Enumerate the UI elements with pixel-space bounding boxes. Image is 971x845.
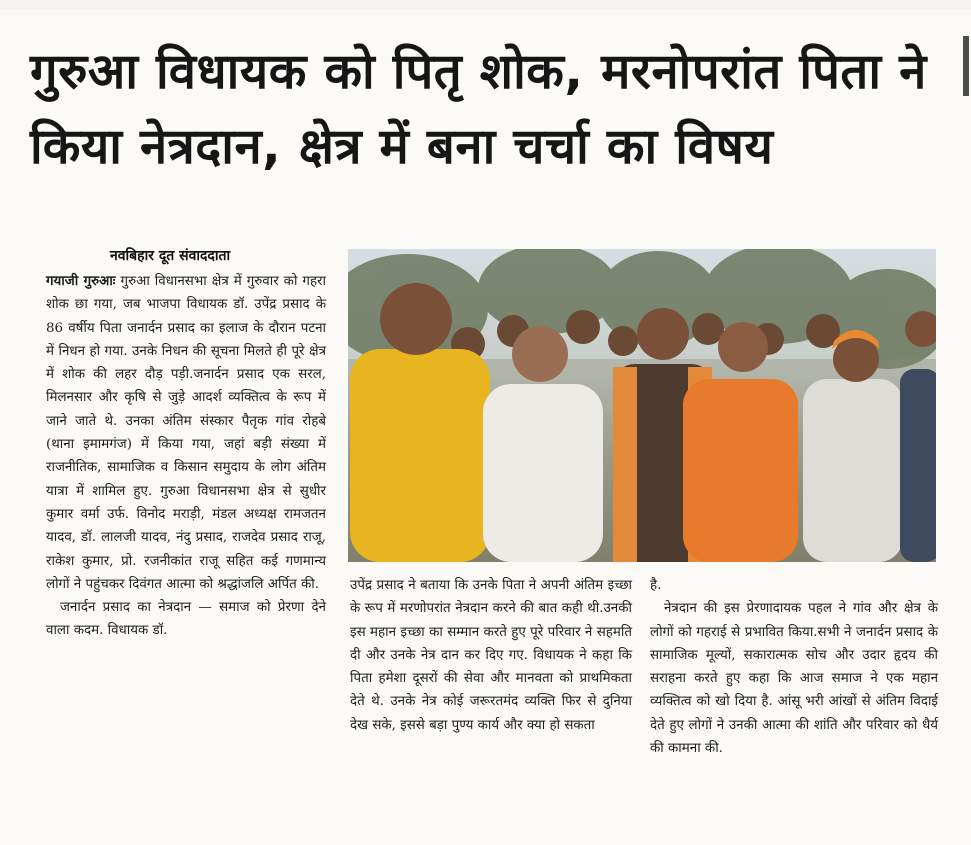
article-column-2: [350, 574, 632, 737]
article-column-3: [650, 574, 938, 760]
headline: गुरुआ विधायक को पितृ शोक, मरनोपरांत पिता ने किया नेत्रदान, क्षेत्र में बना चर्चा का विषय: [30, 43, 927, 175]
photo-illustration: [348, 249, 936, 562]
news-photo: [348, 249, 936, 562]
byline: नवबिहार दूत संवाददाता: [110, 248, 231, 264]
top-page-strip: [0, 0, 971, 10]
next-article-edge: [963, 36, 969, 96]
paragraph-3: उपेंद्र प्रसाद ने बताया कि उनके पिता ने अपनी अंतिम इच्छा के रूप में मरणोपरांत नेत्रदान करने की बात कही थी.उनकी इस महान इच्छा का सम्मान करते हुए पूरे परिवार ने सहमति दी और उनके नेत्र दान कर दिए गए. विधायक ने कहा कि पिता हमेशा दूसरों की सेवा और मानवता को प्राथमिकता देते थे. उनके नेत्र कोई जरूरतमंद व्यक्ति फिर से दुनिया देख सके, इससे बड़ा पुण्य कार्य और क्या हो सकता: [350, 578, 632, 733]
person-orange-sweater: [683, 322, 798, 562]
adjacent-article-edge: [952, 250, 971, 840]
dateline: गयाजी गुरुआः: [46, 274, 116, 289]
paragraph-4: नेत्रदान की इस प्रेरणादायक पहल ने गांव और क्षेत्र के लोगों को गहराई से प्रभावित किया.सभी ने जनार्दन प्रसाद के सामाजिक मूल्यों, सकारात्मक सोच और उदार हृदय की सराहना करते हुए कहा कि आज समाज ने एक महान व्यक्तित्व को खो दिया है. आंसू भरी आंखों से अंतिम विदाई देते हुए लोगों ने उनकी आत्मा की शांति और परिवार को धैर्य की कामना की.: [650, 601, 938, 757]
paragraph-3-continued: है.: [650, 578, 662, 593]
article-column-1: [46, 270, 326, 643]
paragraph-1-text: गुरुआ विधानसभा क्षेत्र में गुरुवार को गहरा शोक छा गया, जब भाजपा विधायक डॉ. उपेंद्र प्रसाद के 86 वर्षीय पिता जनार्दन प्रसाद का इलाज के दौरान पटना में निधन हो गया. उनके निधन की सूचना मिलते ही पूरे क्षेत्र में शोक की लहर दौड़ पड़ी.जनार्दन प्रसाद एक सरल, मिलनसार और कृषि से जुड़े आदर्श व्यक्तित्व के रूप में जाने जाते थे. उनका अंतिम संस्कार पैतृक गांव रोहबे (थाना इमामगंज) में किया गया, जहां बड़ी संख्या में राजनीतिक, सामाजिक व किसान समुदाय के लोग अंतिम यात्रा में शामिल हुए. गुरुआ विधानसभा क्षेत्र से सुधीर कुमार वर्मा उर्फ. विनोद मराड़ी, मंडल अध्यक्ष रामजतन यादव, डॉ. लालजी यादव, नंदु प्रसाद, राजदेव प्रसाद राजू, राकेश कुमार, प्रो. रजनीकांत राजू सहित कई गणमान्य लोगों ने पहुंचकर दिवंगत आत्मा को श्रद्धांजलि अर्पित की.: [46, 274, 327, 592]
paragraph-2: जनार्दन प्रसाद का नेत्रदान — समाज को प्रेरणा देने वाला कदम. विधायक डॉ.: [46, 600, 326, 639]
paragraph-1: [46, 270, 326, 596]
